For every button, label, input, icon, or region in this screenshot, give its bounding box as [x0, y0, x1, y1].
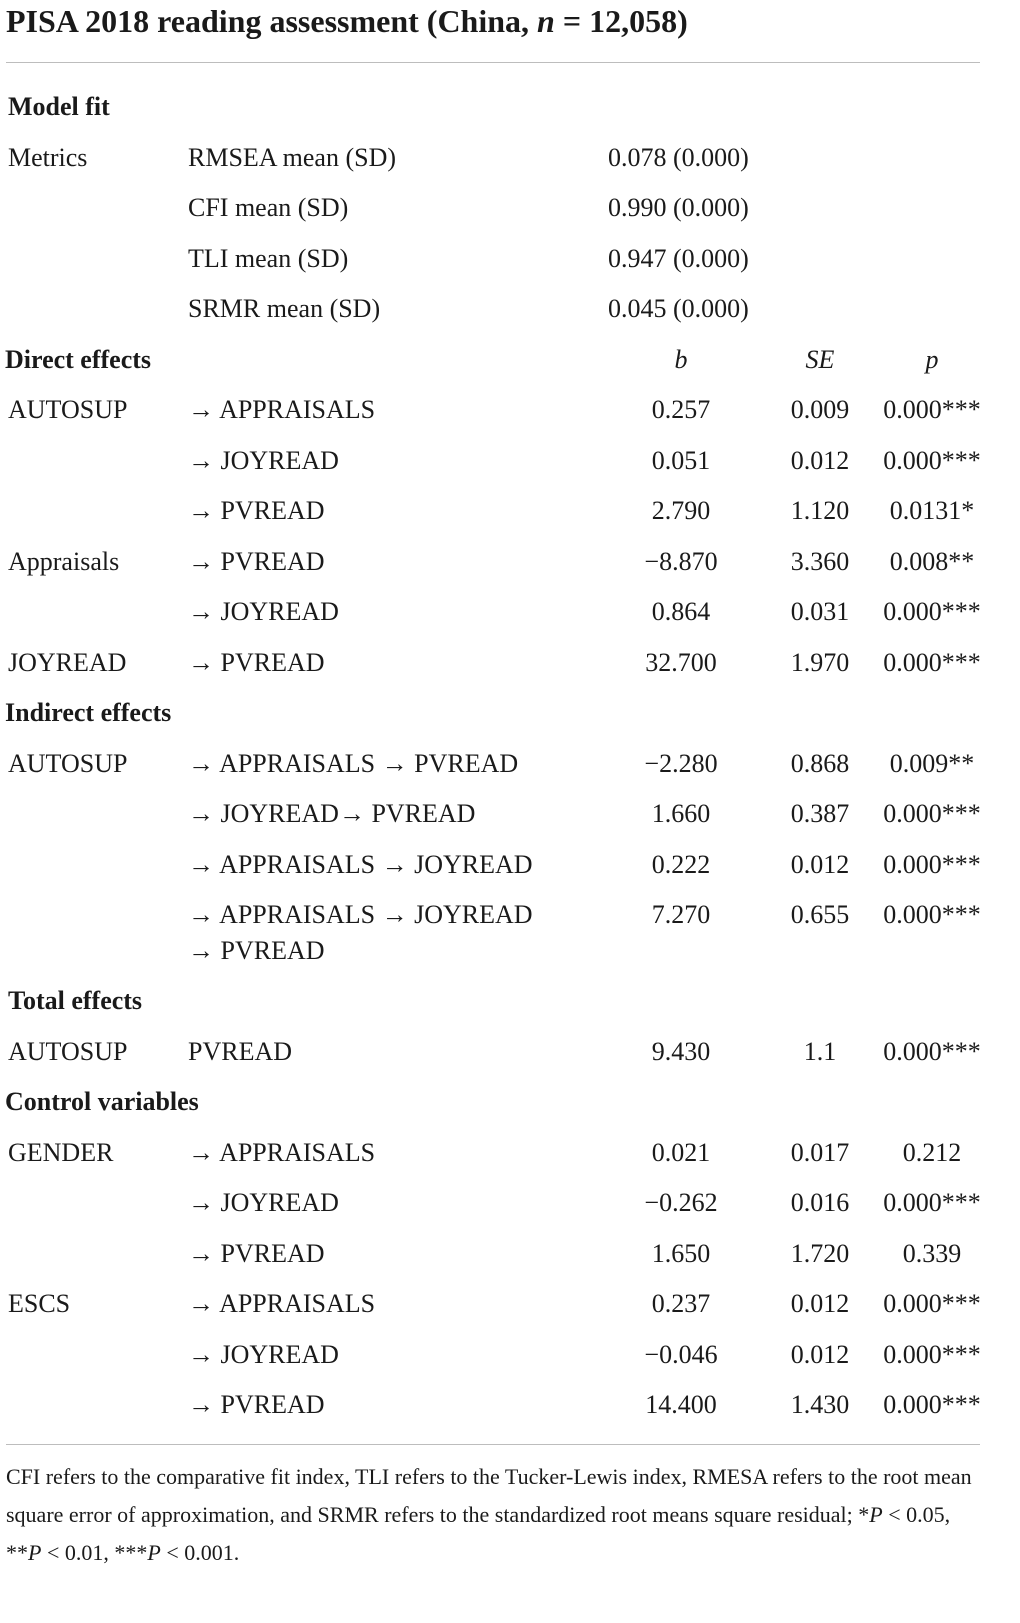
table-row [0, 535, 1020, 586]
source-variable: ESCS [8, 1289, 71, 1318]
effect-path: → JOYREAD [188, 1188, 339, 1217]
table-footnote [6, 1458, 986, 1572]
coef-se: 0.655 [790, 900, 850, 929]
bottom-rule [6, 1444, 980, 1445]
coef-p: 0.000*** [883, 900, 981, 929]
sig-stars: * [858, 1502, 870, 1527]
coef-b: 0.222 [651, 849, 711, 879]
coef-p: 0.000*** [883, 1390, 981, 1419]
sig-symbol: P [28, 1540, 42, 1565]
metric-value: 0.078 (0.000) [608, 142, 749, 172]
table-row [0, 787, 1020, 838]
coef-se: 1.970 [790, 647, 850, 677]
metric-value: 0.990 (0.000) [608, 193, 749, 222]
coef-p: 0.0131* [889, 496, 975, 525]
section-title: Control variables [5, 1087, 199, 1116]
table-row [0, 737, 1020, 788]
effect-path: → APPRAISALS [188, 1289, 376, 1318]
coef-b: −2.280 [644, 748, 718, 778]
column-header-p: p [925, 344, 939, 374]
coef-b: 32.700 [645, 647, 717, 677]
effect-path: → APPRAISALS → JOYREAD [188, 900, 533, 929]
effect-path: → PVREAD [188, 546, 325, 576]
table-row [0, 282, 1020, 333]
coef-b: −8.870 [644, 546, 718, 576]
coef-p: 0.000*** [883, 1339, 981, 1369]
coef-p: 0.000*** [883, 647, 981, 677]
coef-p: 0.000*** [883, 799, 981, 828]
section-header-indirect-effects [0, 686, 1020, 737]
coef-b: 0.864 [651, 597, 711, 626]
coef-b: 0.021 [651, 1137, 711, 1167]
effect-path: → APPRAISALS [188, 395, 376, 424]
effect-path: → JOYREAD→ PVREAD [188, 799, 476, 828]
coef-se: 1.720 [790, 1238, 850, 1268]
top-rule [6, 62, 980, 63]
coef-b: 9.430 [651, 1036, 711, 1066]
metric-name: CFI mean (SD) [188, 193, 349, 222]
section-header-total-effects [0, 974, 1020, 1025]
metric-name: TLI mean (SD) [188, 243, 349, 273]
coef-se: 0.012 [790, 445, 850, 475]
effect-path: → PVREAD [188, 1390, 325, 1419]
coef-b: 1.650 [651, 1238, 711, 1268]
row-label: Metrics [8, 142, 88, 172]
column-header-b: b [674, 344, 688, 374]
table-row [0, 1126, 1020, 1177]
table-row [0, 888, 1020, 974]
table-row [0, 636, 1020, 687]
coef-b: −0.046 [644, 1339, 718, 1369]
table-row [0, 585, 1020, 636]
section-title: Total effects [8, 986, 143, 1015]
table-row [0, 434, 1020, 485]
footnote-text: CFI refers to the comparative fit index, TLI refers to the Tucker-Lewis index, RMESA refers to the root mean square error of approximation, and SRMR refers to the standardized root means square residual; [6, 1464, 972, 1527]
coef-b: 1.660 [651, 799, 711, 828]
section-title: Indirect effects [5, 698, 172, 727]
section-header-model-fit [0, 80, 1020, 131]
effect-path: → APPRAISALS → JOYREAD [188, 849, 533, 879]
table-row [0, 1328, 1020, 1379]
source-variable: GENDER [8, 1137, 114, 1167]
section-header-direct-effects [0, 333, 1020, 384]
coef-p: 0.000*** [883, 445, 981, 475]
coef-p: 0.000*** [883, 1036, 981, 1066]
coef-b: 14.400 [645, 1390, 717, 1419]
sig-symbol: P [869, 1502, 883, 1527]
coef-p: 0.000*** [883, 1188, 981, 1217]
effect-path: PVREAD [188, 1036, 293, 1066]
results-table [0, 80, 1020, 1429]
title-suffix: = 12,058) [554, 3, 688, 39]
coef-se: 1.430 [790, 1390, 850, 1419]
effect-path-continued: → PVREAD [188, 936, 325, 965]
coef-se: 0.031 [790, 597, 850, 626]
effect-path: → APPRAISALS → PVREAD [188, 748, 519, 778]
section-title: Direct effects [5, 344, 152, 374]
title-text: PISA 2018 reading assessment (China, [6, 3, 538, 39]
effect-path: → PVREAD [188, 496, 325, 525]
table-row [0, 232, 1020, 283]
table-row [0, 484, 1020, 535]
section-title: Model fit [8, 92, 110, 121]
coef-p: 0.000*** [883, 1289, 981, 1318]
coef-b: 0.257 [651, 395, 711, 424]
source-variable: AUTOSUP [8, 1036, 128, 1066]
coef-p: 0.000*** [883, 597, 981, 626]
sig-symbol: P [147, 1540, 161, 1565]
coef-se: 0.012 [790, 1339, 850, 1369]
table-row [0, 1378, 1020, 1429]
table-title [6, 0, 688, 42]
table-row [0, 181, 1020, 232]
sig-threshold: < 0.001. [160, 1540, 240, 1565]
effect-path: → PVREAD [188, 1238, 325, 1268]
coef-se: 0.009 [790, 395, 850, 424]
coef-p: 0.000*** [883, 395, 981, 424]
effect-path: → JOYREAD [188, 597, 339, 626]
coef-p: 0.212 [902, 1137, 962, 1167]
coef-b: −0.262 [644, 1188, 718, 1217]
metric-value: 0.947 (0.000) [608, 243, 749, 273]
coef-b: 0.051 [651, 445, 711, 475]
sig-threshold: < 0.05, [882, 1502, 951, 1527]
effect-path: → APPRAISALS [188, 1137, 376, 1167]
sig-stars: ** [6, 1540, 28, 1565]
table-row [0, 1227, 1020, 1278]
coef-se: 0.017 [790, 1137, 850, 1167]
coef-se: 3.360 [790, 546, 850, 576]
coef-p: 0.000*** [883, 849, 981, 879]
source-variable: JOYREAD [8, 647, 127, 677]
coef-se: 1.1 [803, 1036, 837, 1066]
table-row [0, 1277, 1020, 1328]
coef-p: 0.008** [889, 546, 975, 576]
effect-path: → JOYREAD [188, 1339, 339, 1369]
sig-threshold: < 0.01, [41, 1540, 115, 1565]
coef-b: 0.237 [651, 1289, 711, 1318]
metric-value: 0.045 (0.000) [608, 294, 749, 323]
metric-name: RMSEA mean (SD) [188, 142, 396, 172]
table-row [0, 1025, 1020, 1076]
table-row [0, 838, 1020, 889]
table-row [0, 131, 1020, 182]
effect-path: → PVREAD [188, 647, 325, 677]
table-row [0, 383, 1020, 434]
sig-stars: *** [114, 1540, 148, 1565]
source-variable: Appraisals [8, 546, 120, 576]
title-n-symbol: n [537, 3, 555, 39]
coef-se: 1.120 [790, 496, 850, 525]
coef-se: 0.868 [790, 748, 850, 778]
coef-b: 7.270 [651, 900, 711, 929]
coef-se: 0.387 [790, 799, 850, 828]
effect-path: → JOYREAD [188, 445, 339, 475]
metric-name: SRMR mean (SD) [188, 294, 381, 323]
coef-se: 0.012 [790, 849, 850, 879]
coef-p: 0.339 [902, 1238, 962, 1268]
source-variable: AUTOSUP [8, 748, 128, 778]
column-header-se: SE [805, 344, 835, 374]
coef-se: 0.016 [790, 1188, 850, 1217]
coef-b: 2.790 [651, 496, 711, 525]
coef-p: 0.009** [889, 748, 975, 778]
section-header-control-variables [0, 1075, 1020, 1126]
source-variable: AUTOSUP [8, 395, 128, 424]
coef-se: 0.012 [790, 1289, 850, 1318]
table-row [0, 1176, 1020, 1227]
